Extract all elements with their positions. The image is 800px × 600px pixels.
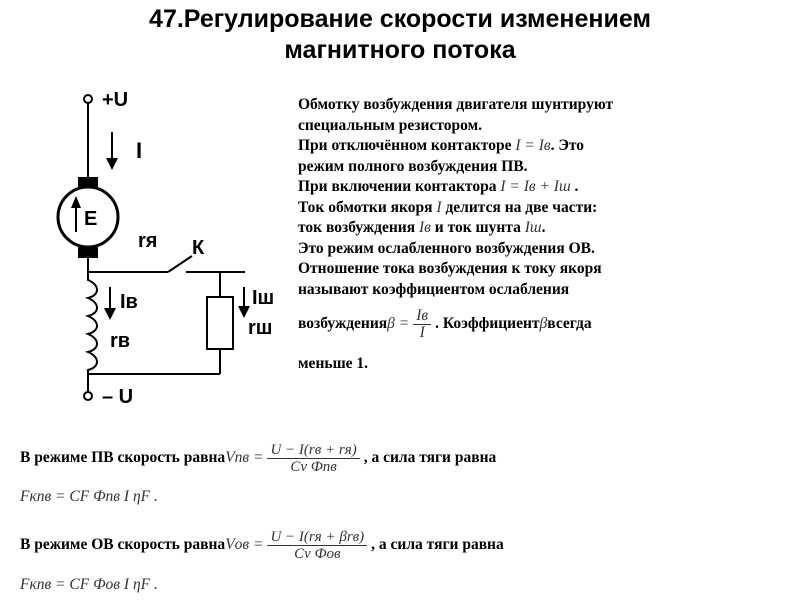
speed-pv-row — [20, 433, 790, 483]
circuit-diagram — [40, 82, 290, 417]
brush-bottom — [78, 246, 98, 258]
label-minus-u: – U — [102, 386, 134, 408]
label-i-shunt: Iш — [252, 287, 275, 309]
terminal-minus — [84, 392, 92, 400]
speed-ov-tail: , а сила тяги равна — [371, 536, 504, 553]
desc-line-8: Это режим ослабленного возбуждения ОВ. — [298, 239, 595, 257]
desc-line-11 — [298, 306, 788, 342]
desc-line-6 — [298, 198, 788, 219]
desc-3b: . Это — [550, 137, 585, 154]
label-r-armature: rя — [138, 230, 158, 252]
desc-line-4: режим полного возбуждения ПВ. — [298, 157, 528, 175]
desc-line-12: меньше 1. — [298, 355, 369, 372]
contactor-blade — [168, 256, 192, 272]
speed-pv-num: U − I(rв + rя) — [267, 442, 359, 459]
title-line-1: 47.Регулирование скорости изменением — [149, 5, 651, 33]
speed-pv-tail: , а сила тяги равна — [363, 449, 497, 466]
arrow-i-field-head — [104, 308, 116, 320]
terminal-plus — [84, 95, 92, 103]
formula-i-sum: I = Iв + Iш — [500, 178, 571, 195]
desc-3a: При отключённом контакторе — [298, 137, 516, 154]
speed-pv-den: Cv Фпв — [290, 458, 337, 475]
fraction-beta-den: I — [419, 323, 425, 341]
desc-line-5 — [298, 177, 788, 198]
desc-6b: делится на две части: — [441, 198, 598, 216]
label-plus-u: +U — [102, 89, 129, 111]
desc-line-2: специальным резистором. — [298, 116, 483, 134]
label-r-shunt: rш — [248, 317, 273, 339]
force-pv-row — [20, 488, 790, 506]
formula-ish: Iш — [524, 219, 542, 236]
formula-iv: Iв — [419, 219, 431, 236]
speed-ov-text: В режиме ОВ скорость равна — [20, 536, 226, 553]
label-current-i: I — [136, 138, 143, 163]
arrow-i-head — [106, 158, 118, 170]
speed-ov-lhs: Vов = — [225, 536, 264, 553]
label-contactor: К — [192, 237, 205, 259]
shunt-resistor — [207, 297, 233, 349]
speed-pv-fraction — [267, 442, 359, 475]
desc-7a: ток возбуждения — [298, 219, 419, 236]
desc-line-7 — [298, 218, 788, 239]
desc-6a: Ток обмотки якоря — [298, 198, 437, 216]
description-text — [298, 95, 788, 375]
desc-11c: всегда — [547, 314, 592, 332]
force-ov-row — [20, 576, 790, 594]
speed-pv-lhs: Vпв = — [225, 449, 264, 466]
label-emf: E — [84, 208, 98, 230]
desc-7c: . — [541, 219, 546, 236]
formula-i: I — [436, 198, 442, 216]
speed-ov-num: U − I(rя + βrв) — [267, 529, 367, 546]
fraction-beta-num: Iв — [413, 308, 431, 325]
label-i-field: Iв — [120, 291, 138, 313]
formula-i-eq-iv: I = Iв — [515, 137, 551, 154]
fraction-beta — [413, 308, 431, 341]
speed-ov-den: Cv Фов — [294, 545, 341, 562]
desc-line-1: Обмотку возбуждения двигателя шунтируют — [298, 96, 614, 113]
desc-11b: . Коэффициент — [435, 314, 540, 332]
desc-7b: и ток шунта — [430, 219, 525, 236]
force-ov-formula: Fкпв = CF Фов I ηF . — [20, 576, 158, 593]
formula-beta-2: β — [539, 314, 548, 332]
desc-5a: При включении контактора — [298, 178, 501, 195]
speed-ov-fraction — [267, 529, 367, 562]
force-pv-formula: Fкпв = CF Фпв I ηF . — [20, 488, 158, 505]
title-line-2: магнитного потока — [284, 36, 516, 64]
speed-ov-row — [20, 520, 790, 570]
desc-line-10: называют коэффициентом ослабления — [298, 280, 570, 298]
formula-beta: β = — [387, 314, 410, 332]
slide-title — [0, 4, 800, 66]
speed-pv-text: В режиме ПВ скорость равна — [20, 449, 226, 466]
label-r-field: rв — [110, 330, 131, 352]
field-winding — [88, 272, 97, 374]
desc-line-3 — [298, 136, 788, 157]
desc-11a: возбуждения — [298, 314, 388, 332]
desc-5b: . — [570, 178, 579, 195]
desc-line-9: Отношение тока возбуждения к току якоря — [298, 260, 602, 277]
